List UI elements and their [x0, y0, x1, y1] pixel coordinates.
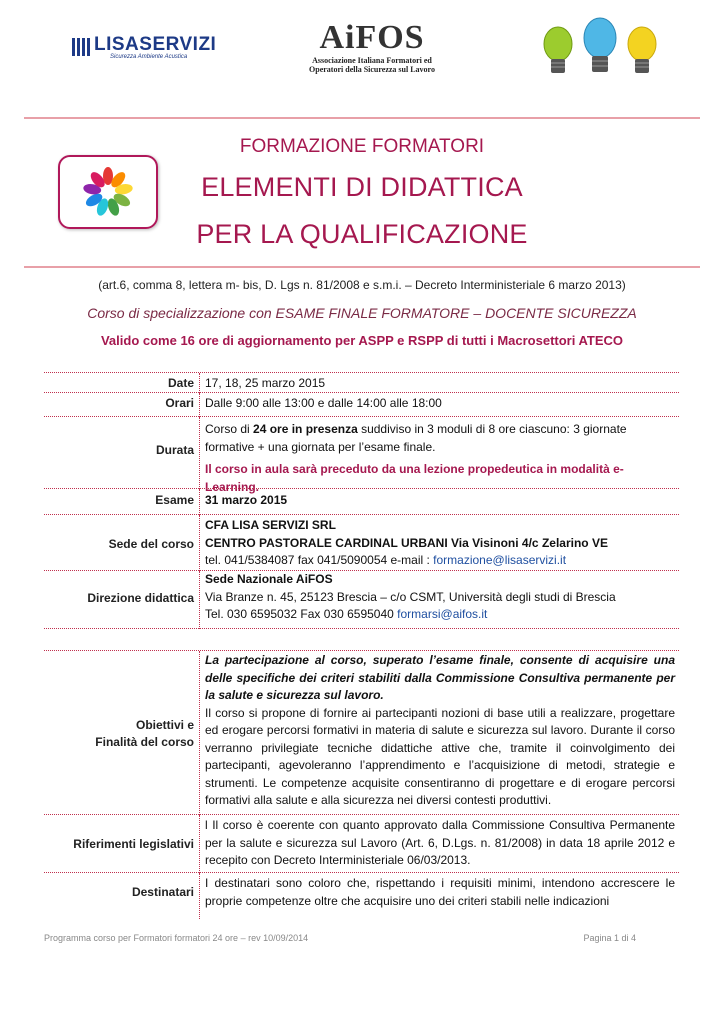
table-row-riferimenti: [44, 814, 679, 873]
durata-text-pre: Corso di: [205, 422, 254, 436]
lisa-servizi-logo: [72, 34, 222, 64]
date-value: 17, 18, 25 marzo 2015: [205, 376, 326, 390]
orari-label: Orari: [165, 396, 194, 410]
table-row-esame: [44, 488, 679, 515]
validity-note: Valido come 16 ore di aggiornamento per ASPP e RSPP di tutti i Macrosettori ATECO: [100, 333, 624, 348]
direzione-email-link[interactable]: formarsi@aifos.it: [397, 607, 488, 621]
obiettivi-value: [205, 652, 675, 810]
aifos-logo-text: AiFOS: [319, 19, 425, 56]
bulb-green-icon: [544, 27, 572, 73]
page-title-line2: PER LA QUALIFICAZIONE: [196, 219, 528, 249]
legal-reference: (art.6, comma 8, lettera m- bis, D. Lgs n. 81/2008 e s.m.i. – Decreto Interministeriale 6 marzo 2013): [98, 278, 626, 292]
obiettivi-body: Il corso si propone di fornire ai partecipanti nozioni di base utili a realizzare, progettare ed erogare percorsi formativi in materia di salute e sicurezza sul lavoro. Durante il corso verranno privilegiate tecniche didattiche attive che, tramite il coinvolgimento dei partecipanti, agevoleranno l’apprendimento e l’acquisizione di metodi, strategie e strumenti. Le competenze acquisite consentiranno di progettare e di erogare percorsi formativi alla salute e alla sicurezza nei diversi contesti produttivi.: [205, 705, 675, 807]
durata-text-post: suddiviso in 3 moduli di 8 ore ciascuno: 3 giornate formative + una giornata per l’esame finale.: [205, 422, 627, 454]
obiettivi-intro: La partecipazione al corso, superato l’esame finale, consente di acquisire una delle specifiche dei criteri stabiliti dalla Commissione Consultiva permanente per la salute e sicurezza sul lavoro.: [205, 653, 675, 702]
orari-value: Dalle 9:00 alle 13:00 e dalle 14:00 alle 18:00: [205, 396, 442, 410]
footer-document-info: Programma corso per Formatori formatori 24 ore – rev 10/09/2014: [44, 933, 309, 943]
page-title-line1: ELEMENTI DI DIDATTICA: [201, 172, 523, 202]
sede-contacts: [205, 552, 675, 570]
obiettivi-label-1: Obiettivi e: [135, 718, 194, 732]
durata-hours: 24 ore in presenza: [253, 422, 358, 436]
table-row-orari: [44, 392, 679, 417]
destinatari-label: Destinatari: [131, 885, 194, 899]
direzione-contacts: [205, 606, 675, 624]
course-category: FORMAZIONE FORMATORI: [239, 136, 485, 157]
durata-label: Durata: [155, 443, 194, 457]
course-subtitle: Corso di specializzazione con ESAME FINALE FORMATORE – DOCENTE SICUREZZA: [87, 305, 637, 321]
aifos-logo: [302, 20, 442, 80]
direzione-label: Direzione didattica: [87, 591, 194, 605]
bulb-blue-icon: [584, 18, 616, 72]
sede-label: Sede del corso: [108, 537, 194, 551]
destinatari-value: I destinatari sono coloro che, rispettando i requisiti minimi, intendono accrescere le proprie competenze oltre che acquisire uno dei criteri stabili nelle indicazioni: [205, 876, 675, 908]
sede-value: [205, 517, 675, 570]
sede-phone: tel. 041/5384087 fax 041/5090054 e-mail :: [205, 553, 434, 567]
course-info-table: [44, 372, 679, 630]
lisa-tagline: Sicurezza Ambiente Acustica: [110, 54, 188, 60]
light-bulbs-icon: [536, 14, 666, 86]
aifos-subtitle-2: Operatori della Sicurezza sul Lavoro: [309, 65, 435, 74]
obiettivi-label: [44, 717, 194, 751]
riferimenti-label: Riferimenti legislativi: [73, 837, 194, 851]
table-row-obiettivi: [44, 650, 679, 815]
direzione-name: Sede Nazionale AiFOS: [205, 572, 333, 586]
date-label: Date: [167, 376, 194, 390]
course-details-table: [44, 650, 679, 920]
sede-email-link[interactable]: formazione@lisaservizi.it: [433, 553, 567, 567]
esame-value: 31 marzo 2015: [205, 493, 288, 507]
durata-value: [205, 421, 675, 496]
sede-name: CFA LISA SERVIZI SRL: [205, 518, 336, 532]
riferimenti-value: l Il corso è coerente con quanto approvato dalla Commissione Consultiva Permanente per la salute e sicurezza sul Lavoro (Art. 6, D.Lgs. n. 81/2008) in data 18 aprile 2012 e recepito con Decreto Interministeriale 06/03/2013.: [205, 818, 675, 867]
elearning-note: Il corso in aula sarà preceduto da una lezione propedeutica in modalità e-Learning.: [205, 462, 624, 494]
table-row-durata: [44, 416, 679, 494]
table-row-sede: [44, 514, 679, 571]
table-row-destinatari: [44, 872, 679, 919]
footer-page-number: Pagina 1 di 4: [583, 933, 636, 943]
obiettivi-label-2: Finalità del corso: [95, 735, 194, 749]
header-divider: [24, 117, 700, 119]
table-row-direzione: [44, 570, 679, 629]
direzione-address: Via Branze n. 45, 25123 Brescia – c/o CSMT, Università degli studi di Brescia: [205, 589, 616, 604]
table1-bottom-border: [44, 628, 679, 629]
title-divider: [24, 266, 700, 268]
lisa-bars-icon: [72, 36, 92, 58]
table-row-date: [44, 372, 679, 393]
sede-address: CENTRO PASTORALE CARDINAL URBANI Via Visinoni 4/c Zelarino VE: [205, 535, 608, 550]
esame-label: Esame: [155, 493, 194, 507]
lisa-logo-text: LISASERVIZI: [94, 34, 217, 55]
direzione-phone: Tel. 030 6595032 Fax 030 6595040: [205, 607, 398, 621]
bulb-yellow-icon: [628, 27, 656, 73]
direzione-value: [205, 571, 675, 624]
page-header: [0, 0, 724, 112]
aifos-subtitle-1: Associazione Italiana Formatori ed: [312, 56, 432, 65]
